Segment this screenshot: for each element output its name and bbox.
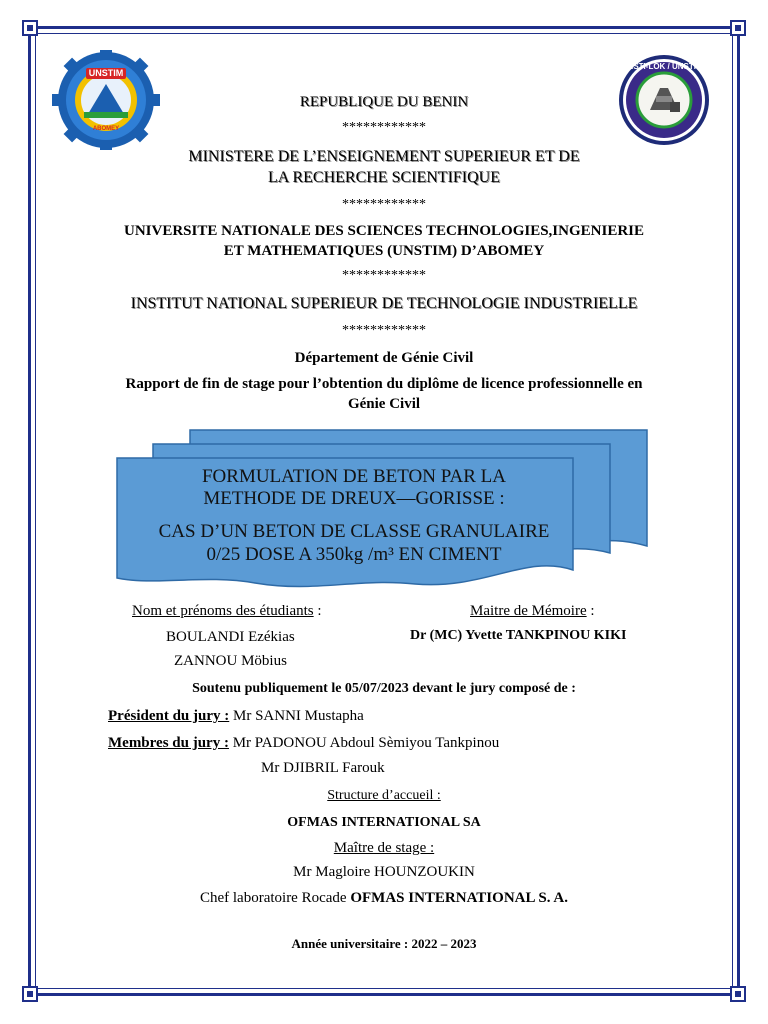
report-description-line-2: Génie Civil: [347, 396, 421, 412]
host-structure-name: OFMAS INTERNATIONAL SA: [287, 815, 481, 830]
students-label-text: Nom et prénoms des étudiants: [132, 603, 314, 619]
jury-president: [108, 708, 364, 725]
university-line-2: ET MATHEMATIQUES (UNSTIM) D’ABOMEY: [223, 243, 545, 259]
president-label: Président du jury :: [108, 708, 230, 724]
title-banner: [115, 428, 655, 598]
president-name: Mr SANNI Mustapha: [229, 708, 364, 724]
students-label: [132, 603, 322, 620]
thesis-title-line-4: 0/25 DOSE A 350kg /m³ EN CIMENT: [206, 544, 502, 565]
thesis-title-line-1: FORMULATION DE BETON PAR LA: [201, 466, 507, 487]
role-prefix: Chef laboratoire Rocade: [199, 890, 351, 906]
separator: ************: [342, 120, 426, 135]
logo-left-sublabel: ABOMEY: [92, 126, 120, 132]
separator: ************: [342, 197, 426, 212]
members-label: Membres du jury :: [108, 735, 229, 751]
university-line-1: UNIVERSITE NATIONALE DES SCIENCES TECHNOLOGIES,INGENIERIE: [123, 223, 644, 239]
supervisor-label-colon: :: [586, 603, 595, 619]
corner-ornament: [730, 20, 746, 36]
corner-ornament: [22, 20, 38, 36]
logo-left-label: UNSTIM: [88, 68, 124, 78]
ministry-line-1: MINISTERE DE L’ENSEIGNEMENT SUPERIEUR ET DE: [188, 148, 580, 165]
supervisor-label-text: Maitre de Mémoire: [470, 603, 587, 619]
internship-mentor-label: Maître de stage :: [333, 840, 435, 856]
separator: ************: [342, 323, 426, 338]
defense-statement: Soutenu publiquement le 05/07/2023 devant le jury composé de :: [192, 681, 576, 696]
separator: ************: [342, 268, 426, 283]
host-structure-label: Structure d’accueil :: [327, 788, 441, 803]
thesis-title-line-3: CAS D’UN BETON DE CLASSE GRANULAIRE: [158, 521, 550, 542]
republic-title: REPUBLIQUE DU BENIN: [299, 94, 469, 110]
institute-title: INSTITUT NATIONAL SUPERIEUR DE TECHNOLOGIE INDUSTRIELLE: [130, 295, 638, 312]
corner-ornament: [22, 986, 38, 1002]
ministry-line-2: LA RECHERCHE SCIENTIFIQUE: [268, 169, 500, 186]
corner-ornament: [730, 986, 746, 1002]
role-organization: OFMAS INTERNATIONAL S. A.: [350, 890, 569, 906]
student-name: ZANNOU Möbius: [174, 653, 287, 669]
supervisor-name: Dr (MC) Yvette TANKPINOU KIKI: [410, 628, 627, 643]
supervisor-label: [470, 603, 595, 620]
thesis-title-line-2: METHODE DE DREUX—GORISSE :: [203, 488, 505, 509]
report-description-line-1: Rapport de fin de stage pour l’obtention du diplôme de licence professionnelle en: [125, 376, 643, 392]
internship-mentor-name: Mr Magloire HOUNZOUKIN: [293, 864, 475, 880]
academic-year: Année universitaire : 2022 – 2023: [291, 936, 477, 951]
department-title: Département de Génie Civil: [294, 350, 474, 366]
internship-mentor-role: [0, 890, 768, 907]
jury-member-name: Mr PADONOU Abdoul Sèmiyou Tankpinou: [228, 735, 500, 751]
logo-right-label: INSTI-LOK / UNSTIM: [625, 62, 703, 71]
students-label-colon: :: [313, 603, 322, 619]
jury-member-name: Mr DJIBRIL Farouk: [261, 760, 385, 776]
jury-members: [108, 735, 499, 752]
student-name: BOULANDI Ezékias: [166, 629, 295, 645]
